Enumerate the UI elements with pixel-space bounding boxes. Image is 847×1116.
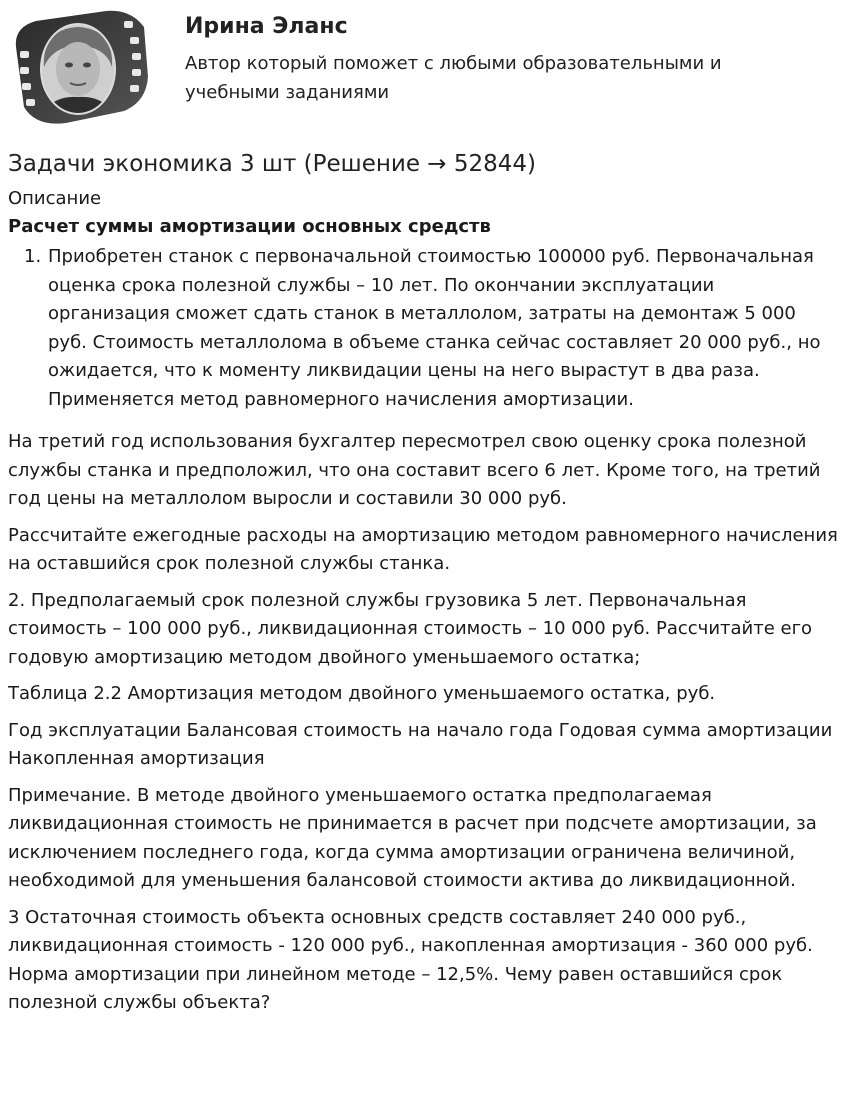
page-title: Задачи экономика 3 шт (Решение → 52844): [8, 151, 537, 177]
paragraph: 2. Предполагаемый срок полезной службы грузовика 5 лет. Первоначальная стоимость – 100 000 руб., ликвидационная стоимость – 10 000 руб. Рассчитайте его годовую амортизацию методом двойного уменьшаемого остатка;: [8, 589, 813, 668]
list-item: [24, 243, 840, 414]
paragraph: 3 Остаточная стоимость объекта основных средств составляет 240 000 руб., ликвидационная стоимость - 120 000 руб., накопленная амортизация - 360 000 руб. Норма амортизации при линейном методе – 12,5%. Чему равен оставшийся срок полезной службы объекта?: [8, 906, 813, 1013]
table-caption: Таблица 2.2 Амортизация методом двойного уменьшаемого остатка, руб.: [8, 683, 716, 704]
section-heading: Расчет суммы амортизации основных средств: [8, 216, 491, 237]
note-paragraph: Примечание. В методе двойного уменьшаемого остатка предполагаемая ликвидационная стоимость не принимается в расчет при подсчете амортизации, за исключением последнего года, когда сумма амортизации ограничена величиной, необходимой для уменьшения балансовой стоимости актива до ликвидационной.: [8, 784, 817, 891]
paragraph: Рассчитайте ежегодные расходы на амортизацию методом равномерного начисления на оставшийся срок полезной службы станка.: [8, 524, 838, 574]
table-header-text: Год эксплуатации Балансовая стоимость на начало года Годовая сумма амортизации Накопленная амортизация: [8, 719, 833, 769]
list-item-number: 1.: [24, 246, 42, 267]
paragraph: На третий год использования бухгалтер пересмотрел свою оценку срока полезной службы станка и предположил, что она составит всего 6 лет. Кроме того, на третий год цены на металлолом выросли и составили 30 000 руб.: [8, 431, 821, 509]
article-content: [8, 147, 840, 1026]
author-name[interactable]: Ирина Эланс: [185, 14, 348, 39]
description-label: Описание: [8, 188, 102, 209]
list-item-text: Приобретен станок с первоначальной стоимостью 100000 руб. Первоначальная оценка срока полезной службы – 10 лет. По окончании эксплуатации организация сможет сдать станок в металлолом, затраты на демонтаж 5 000 руб. Стоимость металлолома в объеме станка сейчас составляет 20 000 руб., но ожидается, что к моменту ликвидации цены на него вырастут в два раза. Применяется метод равномерного начисления амортизации.: [48, 246, 821, 410]
author-avatar[interactable]: [6, 7, 152, 127]
author-description: Автор который поможет с любыми образовательными и учебными заданиями: [185, 53, 722, 103]
task-list: [24, 243, 840, 414]
author-header: [0, 0, 847, 135]
